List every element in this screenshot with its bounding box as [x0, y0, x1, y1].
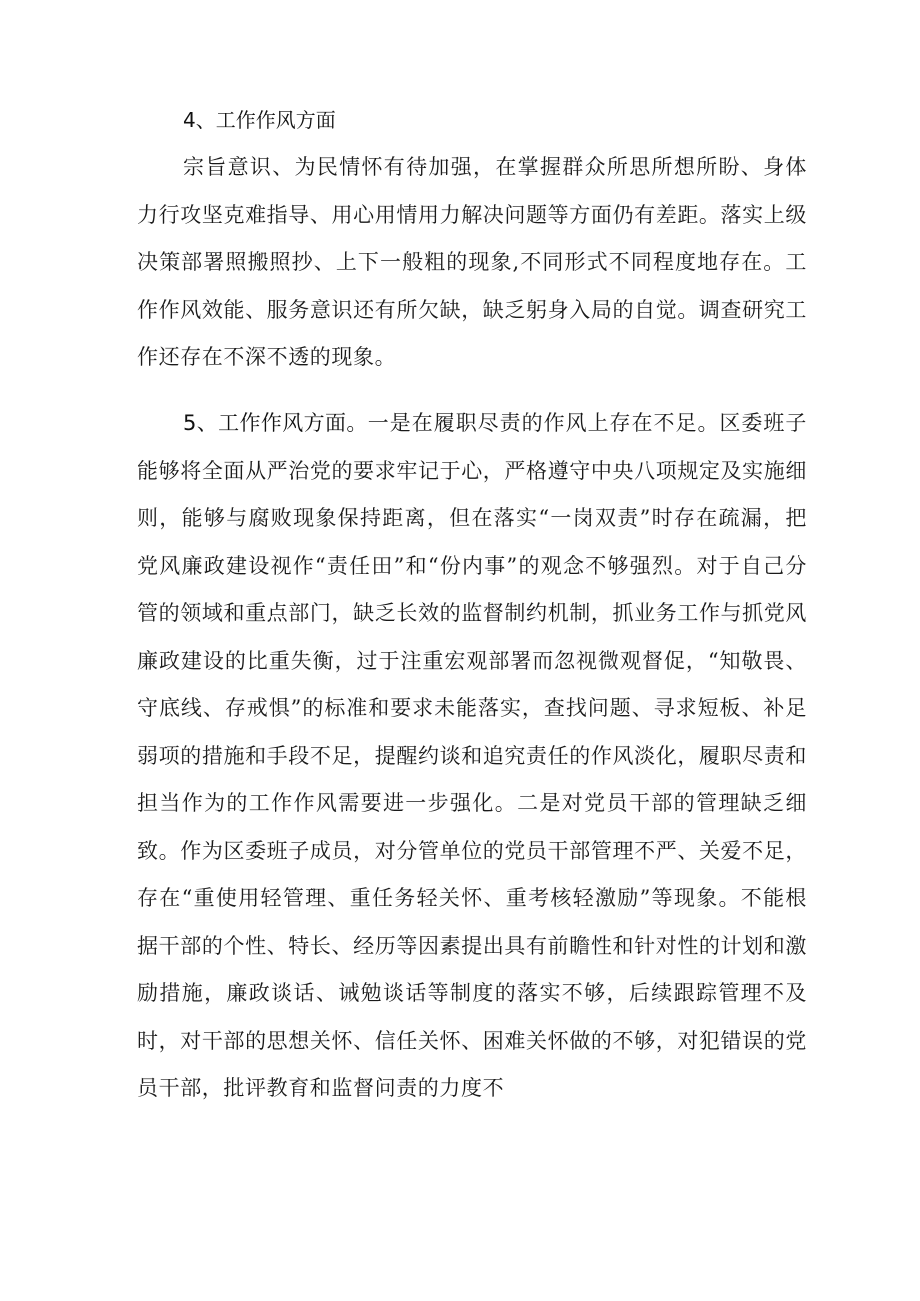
- section-paragraph: [137, 400, 807, 1113]
- section-heading: 4、工作作风方面: [183, 108, 336, 132]
- section-paragraph-text: 一是在履职尽责的作风上存在不足。区委班子能够将全面从严治党的要求牢记于心，严格遵守中央八项规定及实施细则，能够与腐败现象保持距离，但在落实“一岗双责”时存在疏漏，把党风廉政建设视作“责任田”和“份内事”的观念不够强烈。对于自己分管的领域和重点部门，缺乏长效的监督制约机制，抓业务工作与抓党风廉政建设的比重失衡，过于注重宏观部署而忽视微观督促，“知敬畏、守底线、存戒惧”的标准和要求未能落实，查找问题、寻求短板、补足弱项的措施和手段不足，提醒约谈和追究责任的作风淡化，履职尽责和担当作为的工作作风需要进一步强化。二是对党员干部的管理缺乏细致。作为区委班子成员，对分管单位的党员干部管理不严、关爱不足，存在“重使用轻管理、重任务轻关怀、重考核轻激励”等现象。不能根据干部的个性、特长、经历等因素提出具有前瞻性和针对性的计划和激励措施，廉政谈话、诫勉谈话等制度的落实不够，后续跟踪管理不及时，对干部的思想关怀、信任关怀、困难关怀做的不够，对犯错误的党员干部，批评教育和监督问责的力度不: [137, 411, 807, 1100]
- section-paragraph: 宗旨意识、为民情怀有待加强，在掌握群众所思所想所盼、身体力行攻坚克难指导、用心用情用力解决问题等方面仍有差距。落实上级决策部署照搬照抄、上下一般粗的现象,不同形式不同程度地存在。工作作风效能、服务意识还有所欠缺，缺乏躬身入局的自觉。调查研究工作还存在不深不透的现象。: [137, 155, 807, 369]
- section-heading: 5、工作作风方面。: [183, 411, 368, 435]
- section-work-style-4: [137, 96, 807, 382]
- section-work-style-5: [137, 400, 807, 1113]
